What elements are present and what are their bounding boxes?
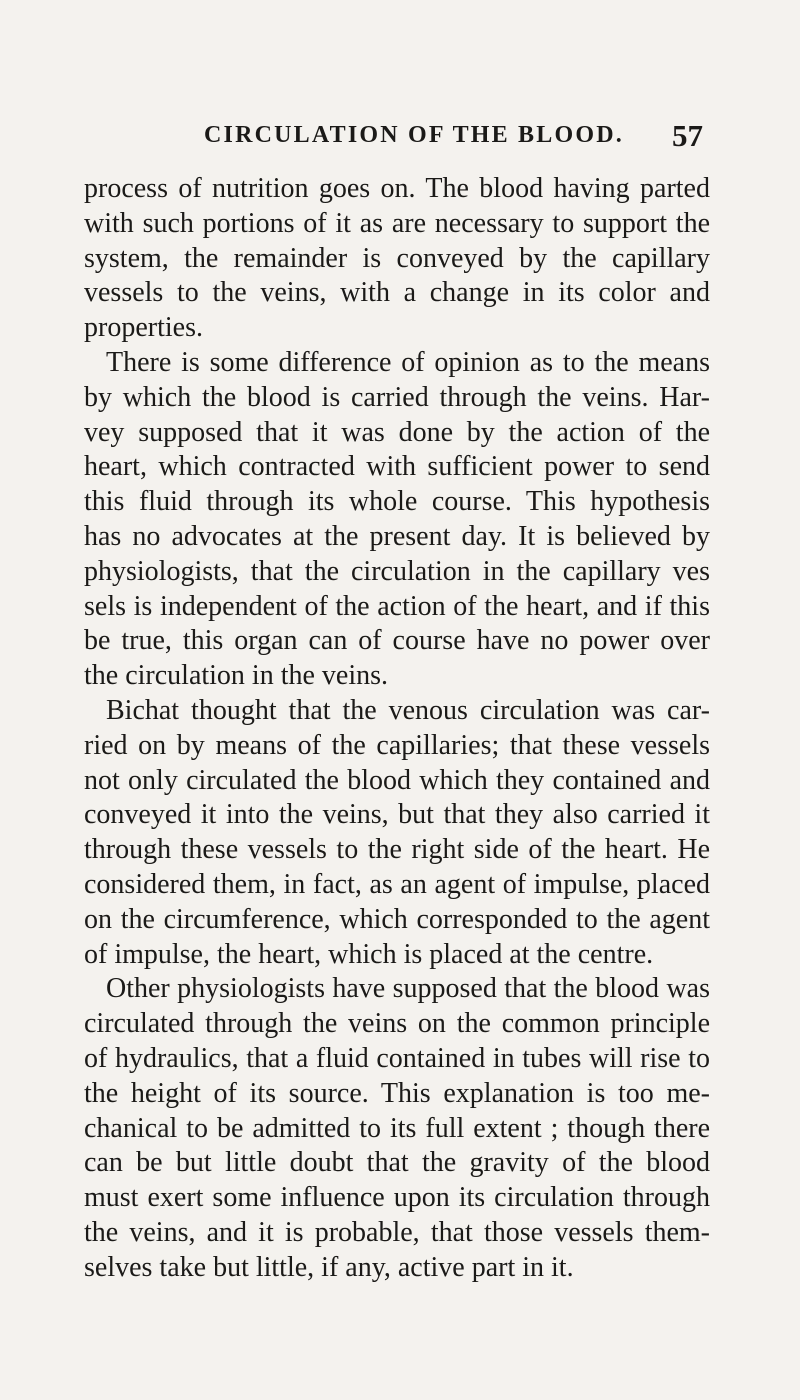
text-line: Bichat thought that the venous circulation was car- xyxy=(106,694,710,726)
text-line: system, the remainder is conveyed by the capillary xyxy=(84,242,710,274)
text-line: through these vessels to the right side of the heart. He xyxy=(84,834,710,866)
text-line: Other physiologists have supposed that the blood was xyxy=(106,973,710,1005)
body-text xyxy=(84,172,710,1286)
text-line: physiologists, that the circulation in the capillary ves xyxy=(84,555,710,587)
text-line: on the circumference, which corresponded to the agent xyxy=(84,903,710,935)
text-line: selves take but little, if any, active part in it. xyxy=(84,1251,574,1283)
text-line: this fluid through its whole course. This hypothesis xyxy=(84,486,710,518)
text-line: with such portions of it as are necessary to support the xyxy=(84,207,710,239)
text-line: circulated through the veins on the common principle xyxy=(84,1008,710,1040)
text-line: vey supposed that it was done by the action of the xyxy=(84,416,710,448)
text-line: heart, which contracted with sufficient power to send xyxy=(84,451,710,483)
text-line: of hydraulics, that a fluid contained in tubes will rise to xyxy=(84,1042,710,1074)
text-line: not only circulated the blood which they contained and xyxy=(84,764,710,796)
text-line: the circulation in the veins. xyxy=(84,660,389,692)
text-line: be true, this organ can of course have no power over xyxy=(84,625,710,657)
text-line: the height of its source. This explanation is too me- xyxy=(84,1077,710,1109)
text-line: sels is independent of the action of the heart, and if this xyxy=(84,590,710,622)
text-line: process of nutrition goes on. The blood having parted xyxy=(84,173,710,204)
text-line: can be but little doubt that the gravity of the blood xyxy=(84,1147,710,1179)
running-title: CIRCULATION OF THE BLOOD. xyxy=(204,122,624,148)
text-line: There is some difference of opinion as to the means xyxy=(106,346,710,378)
text-line: ried on by means of the capillaries; that these vessels xyxy=(84,729,710,761)
page-number: 57 xyxy=(672,118,703,153)
text-line: vessels to the veins, with a change in its color and xyxy=(84,277,710,309)
text-line: conveyed it into the veins, but that they also carried it xyxy=(84,799,710,831)
text-line: the veins, and it is probable, that those vessels them- xyxy=(84,1216,710,1248)
text-line: by which the blood is carried through the veins. Har- xyxy=(84,381,710,413)
text-line: chanical to be admitted to its full extent ; though there xyxy=(84,1112,710,1144)
text-line: has no advocates at the present day. It is believed by xyxy=(84,520,710,552)
running-head xyxy=(0,118,800,158)
text-line: considered them, in fact, as an agent of impulse, placed xyxy=(84,868,710,900)
text-line: of impulse, the heart, which is placed at the centre. xyxy=(84,938,654,970)
text-line: properties. xyxy=(84,312,203,344)
text-line: must exert some influence upon its circulation through xyxy=(84,1182,710,1214)
